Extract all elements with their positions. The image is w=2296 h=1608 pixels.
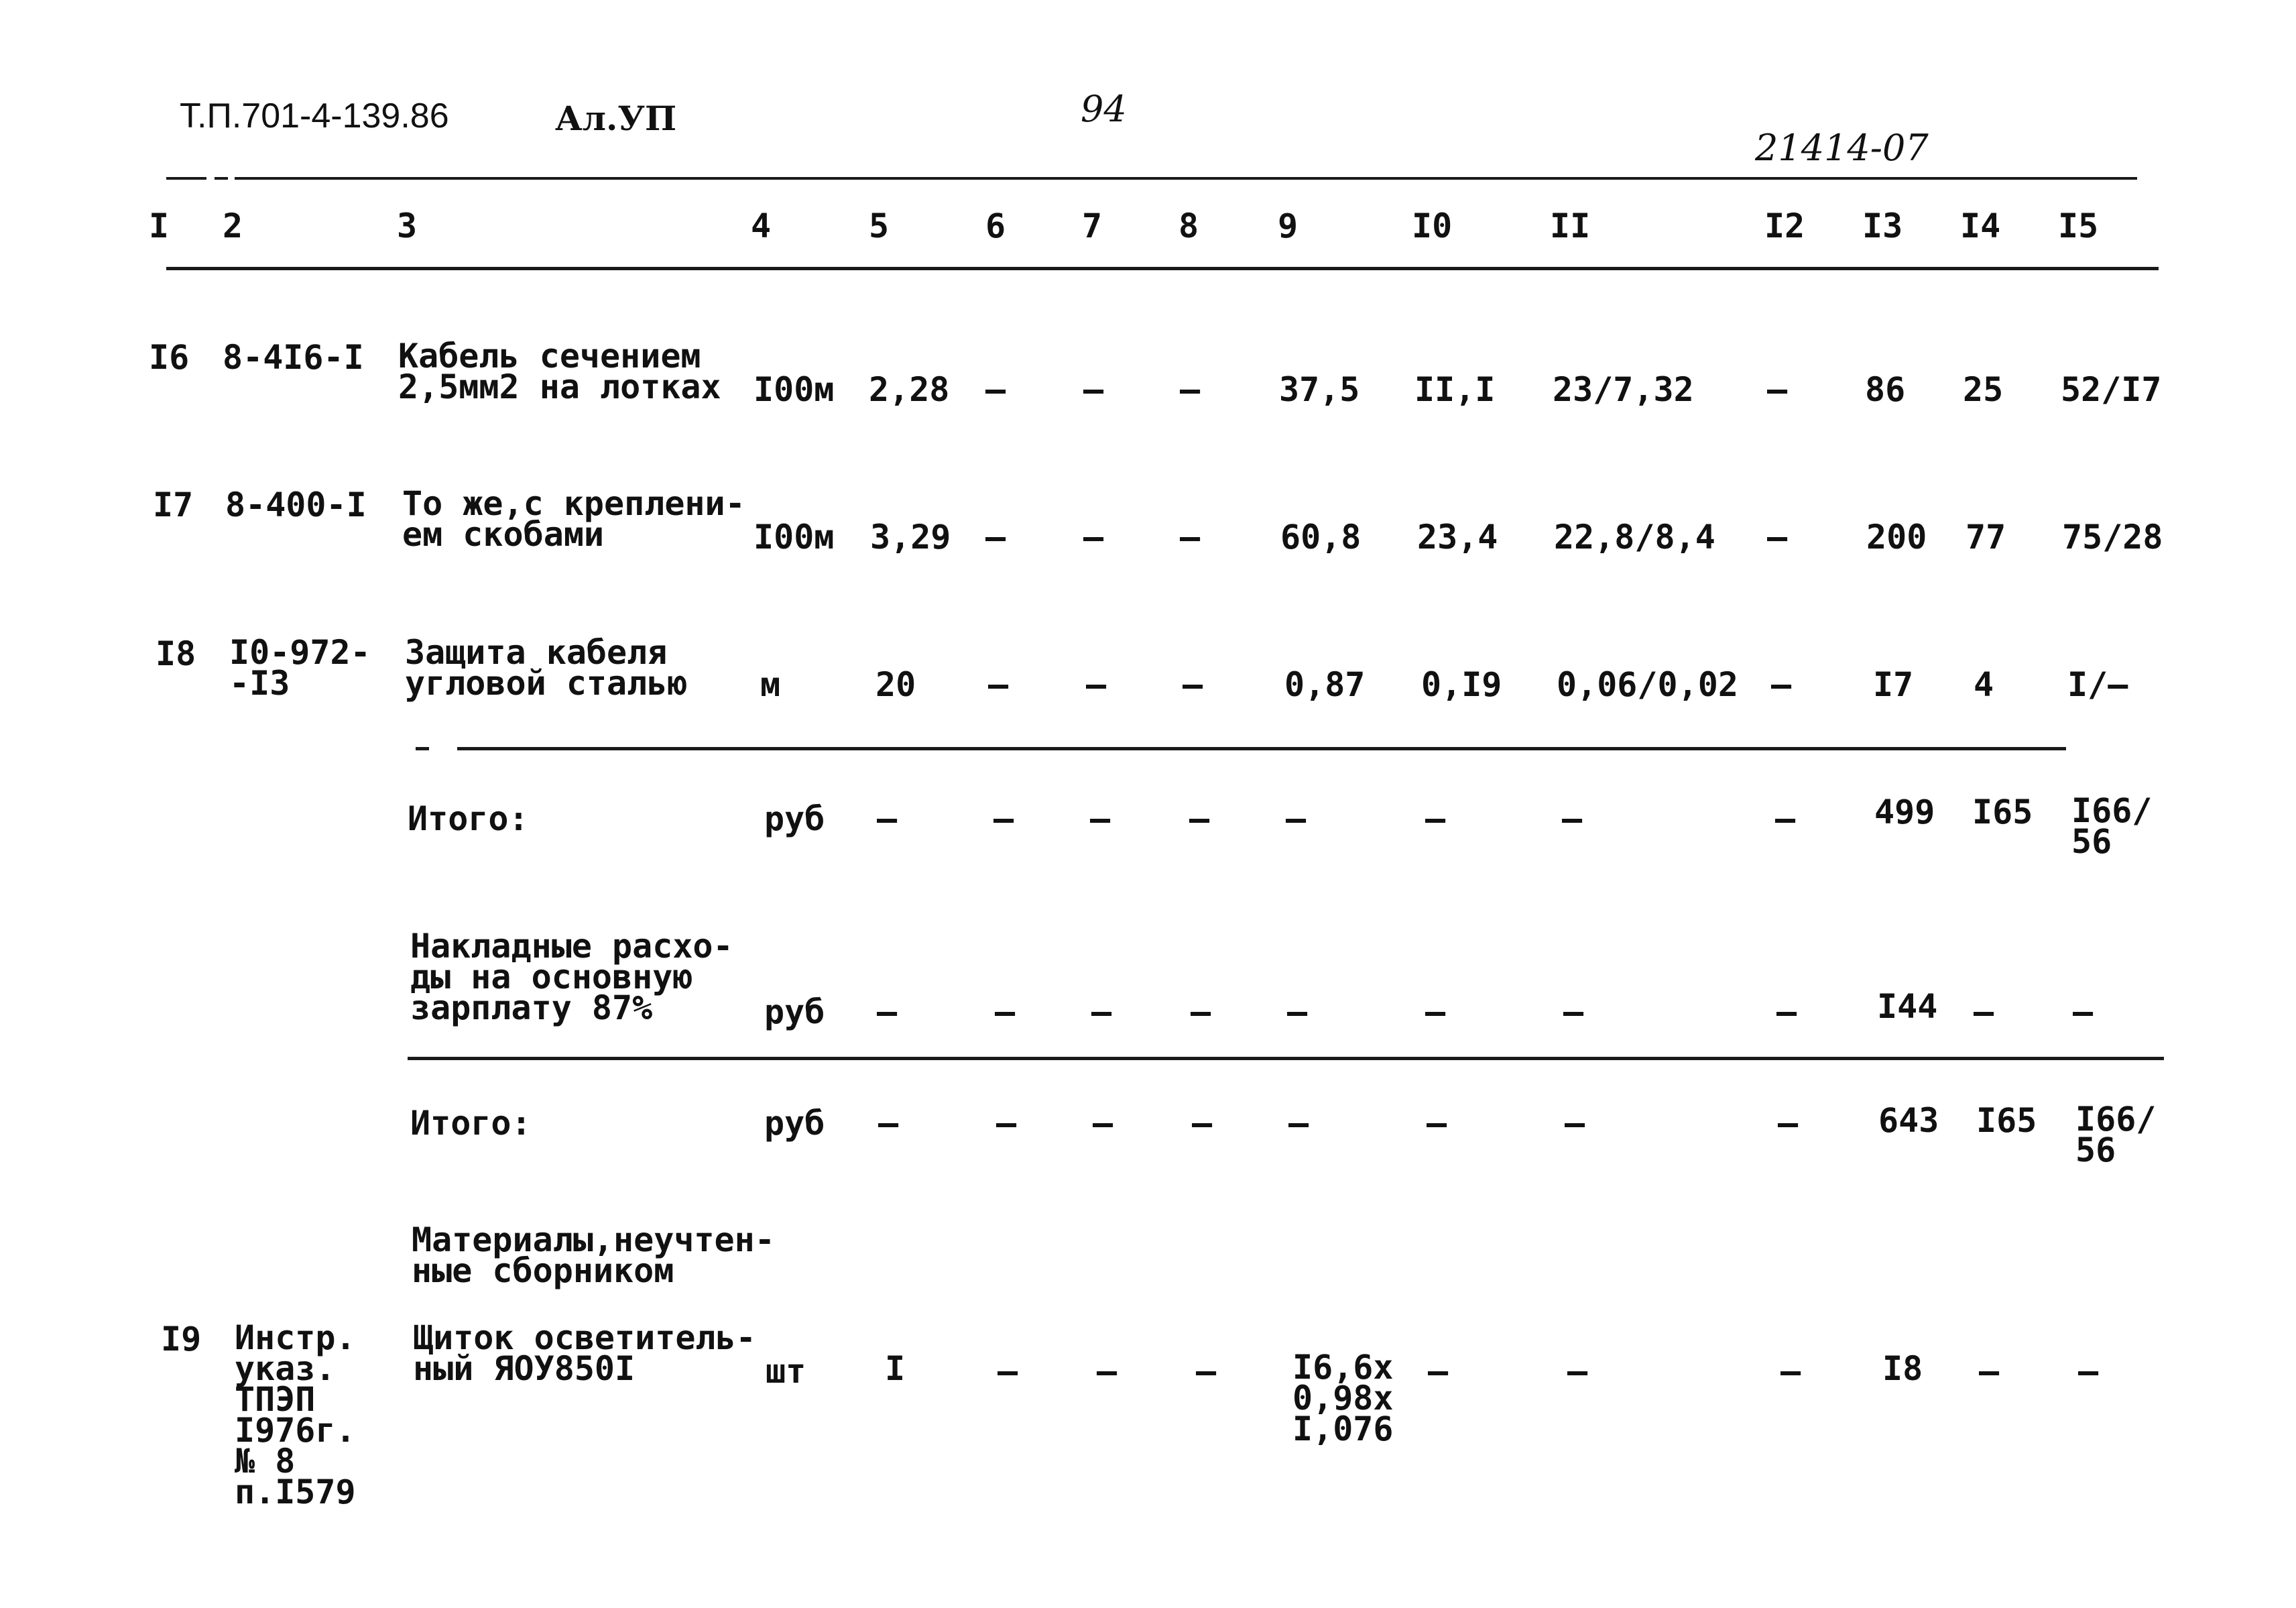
row-number: I7	[153, 485, 194, 524]
norm-code: 8-400-I	[225, 485, 367, 524]
col7-value: –	[1083, 370, 1104, 409]
unit: шт	[766, 1352, 806, 1391]
col10-value: 0,I9	[1421, 665, 1502, 704]
col13-value: I7	[1873, 665, 1914, 704]
col12-value: –	[1775, 799, 1796, 838]
norm-code: 8-4I6-I	[223, 338, 364, 377]
materials-heading: Материалы,неучтен- ные сборником	[412, 1220, 775, 1290]
col15-value: –	[2073, 992, 2094, 1031]
col-header-2: 2	[223, 207, 243, 245]
col13-value: 499	[1874, 793, 1935, 831]
col-header-3: 3	[397, 207, 418, 245]
col10-value: –	[1428, 1352, 1449, 1391]
col-header-15: I5	[2058, 207, 2099, 245]
col13-value: 200	[1866, 518, 1927, 557]
col15-value: –	[2078, 1352, 2099, 1391]
work-description: То же,с креплени- ем скобами	[402, 484, 745, 554]
col-header-8: 8	[1179, 207, 1199, 245]
norm-code: I0-972- -I3	[229, 633, 371, 703]
norm-reference: Инстр. указ. ТПЭП I976г. № 8 п.I579	[235, 1318, 356, 1511]
col10-value: II,I	[1414, 370, 1496, 409]
col8-value: –	[1189, 799, 1210, 838]
col10-value: –	[1425, 799, 1446, 838]
col14-value: I65	[1976, 1101, 2037, 1140]
page-number: 94	[1081, 88, 1127, 130]
col9-value: 0,87	[1284, 665, 1366, 704]
col7-value: –	[1097, 1352, 1117, 1391]
top-rule	[235, 177, 2137, 180]
col11-value: 22,8/8,4	[1554, 518, 1715, 557]
col6-value: –	[995, 992, 1016, 1031]
work-description: Защита кабеля угловой сталью	[405, 633, 688, 703]
col14-value: 4	[1974, 665, 1994, 704]
col-header-1: I	[149, 207, 170, 245]
total-label: Итого:	[410, 1104, 532, 1143]
col6-value: –	[985, 518, 1006, 557]
document-code: Т.П.701-4-139.86	[180, 97, 449, 135]
total-rule	[408, 1057, 2164, 1060]
header-rule	[166, 267, 2159, 270]
top-rule-fragment	[166, 177, 206, 180]
col10-value: –	[1425, 992, 1446, 1031]
inventory-number: 21414-07	[1755, 127, 1929, 169]
col14-value: 25	[1963, 370, 2004, 409]
col5-value: –	[877, 799, 898, 838]
col-header-12: I2	[1764, 207, 1805, 245]
col-header-7: 7	[1082, 207, 1103, 245]
col14-value: 77	[1966, 518, 2006, 557]
col13-value: 86	[1865, 370, 1906, 409]
col6-value: –	[988, 665, 1009, 704]
col-header-4: 4	[751, 207, 772, 245]
col12-value: –	[1767, 370, 1788, 409]
quantity: 3,29	[870, 518, 951, 557]
col15-value: I/–	[2067, 665, 2128, 704]
unit: I00м	[753, 518, 835, 557]
col9-value: 37,5	[1279, 370, 1360, 409]
overhead-description: Накладные расхо- ды на основную зарплату 87%	[410, 927, 733, 1027]
col8-value: –	[1180, 518, 1201, 557]
col9-value: –	[1286, 799, 1307, 838]
col-header-9: 9	[1278, 207, 1298, 245]
col7-value: –	[1083, 518, 1104, 557]
col-header-5: 5	[869, 207, 890, 245]
col9-value: I6,6х 0,98х I,076	[1292, 1348, 1394, 1448]
col6-value: –	[993, 799, 1014, 838]
col9-value: –	[1288, 1104, 1309, 1143]
col12-value: –	[1778, 1104, 1799, 1143]
col15-value: I66/ 56	[2071, 791, 2153, 861]
col11-value: 23/7,32	[1553, 370, 1694, 409]
quantity: 2,28	[869, 370, 950, 409]
col11-value: –	[1562, 799, 1583, 838]
col13-value: I8	[1882, 1349, 1923, 1388]
col13-value: 643	[1878, 1101, 1939, 1140]
col15-value: 75/28	[2062, 518, 2163, 557]
col8-value: –	[1192, 1104, 1213, 1143]
unit: I00м	[753, 370, 835, 409]
subtotal-rule	[457, 747, 2066, 750]
col8-value: –	[1183, 665, 1203, 704]
col13-value: I44	[1877, 987, 1938, 1026]
quantity: I	[885, 1349, 906, 1388]
row-number: I6	[149, 338, 190, 377]
col11-value: –	[1563, 992, 1584, 1031]
col5-value: –	[878, 1104, 899, 1143]
col8-value: –	[1180, 370, 1201, 409]
col6-value: –	[998, 1352, 1018, 1391]
row-number: I8	[156, 634, 196, 673]
col10-value: –	[1427, 1104, 1447, 1143]
col5-value: –	[877, 992, 898, 1031]
top-rule-fragment	[215, 177, 228, 180]
col15-value: I66/ 56	[2075, 1100, 2157, 1169]
col15-value: 52/I7	[2061, 370, 2162, 409]
unit: м	[760, 665, 781, 704]
row-number: I9	[161, 1320, 202, 1359]
col-header-6: 6	[985, 207, 1006, 245]
album-label: Ал.УП	[555, 99, 677, 138]
col8-value: –	[1196, 1352, 1217, 1391]
col9-value: –	[1287, 992, 1308, 1031]
col-header-11: II	[1550, 207, 1591, 245]
col12-value: –	[1780, 1352, 1801, 1391]
col12-value: –	[1771, 665, 1792, 704]
col6-value: –	[985, 370, 1006, 409]
quantity: 20	[875, 665, 916, 704]
work-description: Щиток осветитель- ный ЯОУ850I	[413, 1318, 756, 1388]
col-header-13: I3	[1862, 207, 1903, 245]
col8-value: –	[1191, 992, 1211, 1031]
subtotal-rule-fragment	[416, 747, 429, 750]
col12-value: –	[1767, 518, 1788, 557]
unit: руб	[764, 799, 825, 838]
col11-value: –	[1567, 1352, 1588, 1391]
col7-value: –	[1093, 1104, 1113, 1143]
col10-value: 23,4	[1417, 518, 1498, 557]
work-description: Кабель сечением 2,5мм2 на лотках	[398, 337, 721, 406]
col12-value: –	[1776, 992, 1797, 1031]
col-header-14: I4	[1960, 207, 2001, 245]
col7-value: –	[1086, 665, 1107, 704]
col7-value: –	[1090, 799, 1111, 838]
col14-value: I65	[1972, 793, 2033, 831]
col11-value: 0,06/0,02	[1557, 665, 1738, 704]
col11-value: –	[1565, 1104, 1585, 1143]
col-header-10: I0	[1412, 207, 1453, 245]
unit: руб	[764, 1104, 825, 1143]
col7-value: –	[1091, 992, 1112, 1031]
col9-value: 60,8	[1280, 518, 1362, 557]
col14-value: –	[1979, 1352, 2000, 1391]
total-label: Итого:	[408, 799, 529, 838]
unit: руб	[764, 992, 825, 1031]
col14-value: –	[1974, 992, 1994, 1031]
col6-value: –	[996, 1104, 1017, 1143]
